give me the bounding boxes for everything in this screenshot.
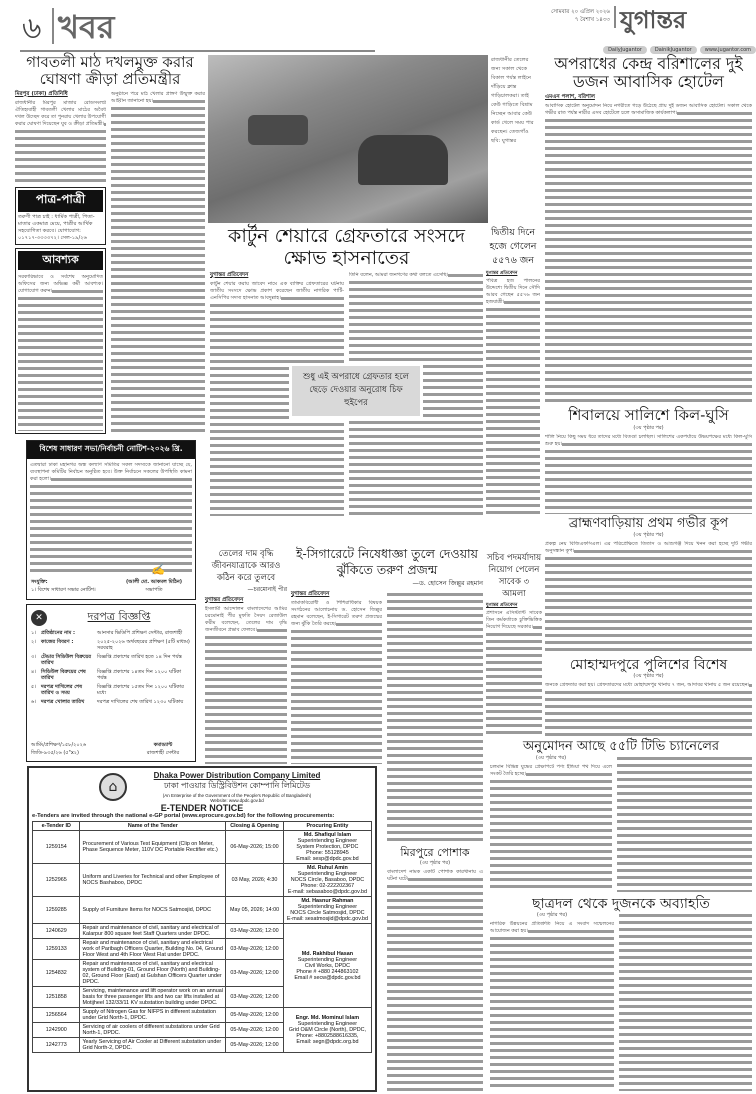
tender-item-number: ৫। — [31, 683, 37, 690]
matrimonial-title: পাত্র-পাত্রী — [18, 190, 103, 212]
tender-name: Yearly Servicing of Air Cooler at Different substation under Grid North-2, DPDC. — [80, 1038, 226, 1053]
agm-footer — [27, 563, 195, 599]
cartoon-byline: যুগান্তর প্রতিবেদন — [210, 271, 249, 278]
entity-line: Superintending Engineer — [297, 904, 358, 910]
barishal-byline: এমএন পলাশ, বরিশাল — [545, 93, 595, 100]
tender-closing: 05-May-2026; 12:00 — [226, 1038, 284, 1053]
gabtoli-body-col2: অনুষ্ঠানে পরে মাঠ খেলার প্রাঙ্গণ উন্মুক্ত করার আহ্বান জানানো হয়। — [111, 91, 205, 435]
entity-line: Engr. Md. Mominul Islam — [295, 1015, 360, 1021]
procuring-entity — [283, 864, 371, 897]
tender-item — [31, 684, 191, 697]
hajj-byline: যুগান্তর প্রতিবেদন — [486, 271, 518, 276]
procuring-entity — [283, 1008, 371, 1053]
agm-signatory: (আলী মো. আকমল মিঠিন) — [125, 579, 183, 585]
chhatradal-continued: (৩য় পৃষ্ঠার পর) — [536, 912, 568, 919]
entity-line: Superintending Engineer — [297, 956, 358, 963]
tender-id: 1240629 — [33, 924, 80, 939]
dpdc-subtitle: (An Enterprise of the Government of the People's Republic of Bangladesh) — [162, 793, 312, 798]
col-tender-name: Name of the Tender — [80, 822, 226, 831]
oil-article — [205, 548, 287, 764]
entity-line: Md. Rakhibul Hasan — [301, 950, 354, 957]
entity-line: Md. Ruhul Amin — [307, 865, 348, 871]
tender-item-number: ২। — [31, 638, 37, 645]
entity-line: Superintending Engineer — [297, 838, 358, 844]
header-rule — [20, 50, 375, 52]
right-column — [545, 55, 752, 738]
tender-item — [31, 669, 191, 682]
entity-line: Email # secw@dpdc.gov.bd — [294, 974, 361, 981]
photo-people — [358, 135, 448, 185]
gabtoli-byline: মিরপুর (ঢাকা) প্রতিনিধি — [15, 90, 68, 97]
chhatradal-body-col2 — [619, 912, 752, 1091]
tender-signer: কমান্ড্যান্ট — [153, 742, 173, 748]
tender-name: Uniform and Liveries for Technical and other Employee of NOCS Bashaboo, DPDC — [80, 864, 226, 897]
tender-item — [31, 699, 191, 706]
agm-title: বিশেষ সাধারণ সভা/নির্বাচনী নোটিশ-২০২৬ খ্রি. — [27, 441, 195, 459]
tv-headline: অনুমোদন আছে ৫৫টি টিভি চ্যানেলের — [522, 739, 720, 754]
tender-item-number: ১। — [31, 630, 37, 636]
col-tender-id: e-Tender ID — [33, 822, 80, 831]
tender-item-value: বিজ্ঞপ্তি প্রকাশের ১৪তম দিন ১২০০ ঘটিকা পর্যন্ত — [97, 668, 182, 681]
photo-car — [248, 115, 308, 145]
entity-line: Email: sesp@dpdc.gov.bd — [296, 856, 359, 862]
barishal-body: আবাসিক হোটেল অনুমোদন নিয়ে নগরীতে গড়ে উঠেছে প্রায় দুই ডজন আবাসিক হোটেল। সকাল থেকে গভীর রাত পর্যন্ত নারীর এসব হোটেলে চলে অসামাজিক কার্যকলাপ। — [545, 103, 752, 405]
ecig-attribution: —ড. হোসেন জিল্লুর রহমান — [412, 579, 483, 587]
tender-item-value: দরপত্র দাখিলের শেষ তারিখ ১২৩০ ঘটিকায় — [97, 698, 184, 705]
newspaper-logo: যুগান্তর — [620, 5, 687, 34]
ecig-byline: যুগান্তর প্রতিবেদন — [291, 591, 330, 597]
gabtoli-headline: গাবতলী মাঠ দখলমুক্ত করার ঘোষণা ক্রীড়া প্রতিমন্ত্রীর — [26, 53, 194, 89]
tender-notice — [26, 604, 196, 762]
dpdc-name-en: Dhaka Power Distribution Company Limited — [153, 771, 321, 780]
logo-divider — [614, 6, 616, 28]
entity-line: NOCS Circle Satmosjid, DPDC — [290, 910, 365, 916]
tender-closing: 03 May, 2026; 4:30 — [226, 864, 284, 897]
mirpur-body: বাংলাদেশ নামক একটি পোশাক কারখানায় এ ঘটনা ঘটে। — [387, 869, 483, 1091]
tender-item — [31, 639, 191, 652]
page-number: ৬ — [22, 11, 42, 46]
dpdc-tender-table — [32, 821, 372, 1053]
pull-quote: শুধু এই অপরাধে গ্রেফতার হলে ছেড়ে দেওয়ার অনুরোধ চিফ হুইপের — [292, 366, 420, 416]
section-title: খবর — [58, 8, 115, 46]
tender-item-number: ৩। — [31, 653, 37, 660]
shibaloy-body: শালি নিয়ে কিছু সময় ধরে তাদের মধ্যে বিতণ্ডা চলছিল। সালিশের একপর্যায়ে উভয়পক্ষের মধ্যে কিল-ঘুসি শুরু হয়। — [545, 434, 752, 514]
procuring-entity — [283, 831, 371, 864]
entity-line: Superintending Engineer — [297, 1021, 358, 1027]
tender-row — [33, 924, 372, 939]
secretary-byline: যুগান্তর প্রতিবেদন — [486, 603, 518, 608]
tender-closing: 05-May-2026; 12:00 — [226, 1023, 284, 1038]
ecig-body-col2 — [387, 591, 483, 764]
tv-body: চলমান বিভিন্ন যুদ্ধের প্রেক্ষাপটে পণ্য ইন্ডিয়া পথ দিয়ে এলে সংকট তৈরি হচ্ছে। — [490, 764, 612, 892]
tender-row — [33, 831, 372, 864]
procuring-entity — [283, 897, 371, 924]
secretary-body: প্রশাসনে এসিস্ট্যান্ট সাবেক তিন কর্মকর্তাকে চুক্তিভিত্তিক নিয়োগ দিয়েছে সরকার। — [486, 610, 542, 736]
hajj-headline: দ্বিতীয় দিনে হজে গেলেন ৫৫৭৬ জন — [489, 227, 537, 266]
shibaloy-headline: শিবালয়ে সালিশে কিল-ঘুসি — [568, 406, 729, 425]
dpdc-tender-notice — [27, 766, 377, 1092]
entity-line: System Protection, DPDC — [296, 844, 359, 850]
tender-name: Repair and maintenance of civil, sanitary and electrical work of Paribagh Officers Quarter, Building No. 04, Ground Floor West and 4th Floor West Flat under DPDC. — [80, 939, 226, 960]
barishal-headline: অপরাধের কেন্দ্র বরিশালের দুই ডজন আবাসিক হোটেল — [554, 54, 743, 92]
tender-name: Supply of Nitrogen Gas for NIFPS in different substation under Grid North-1, DPDC. — [80, 1008, 226, 1023]
tender-header — [31, 608, 191, 627]
tender-closing: 06-May-2026; 15:00 — [226, 831, 284, 864]
tender-id: 1242773 — [33, 1038, 80, 1053]
entity-line: Phone: +8802588616335, — [296, 1033, 359, 1039]
entity-line: E-mail: sesatmosjid@dpdc.gov.bd — [286, 916, 369, 922]
tender-id: 1259285 — [33, 897, 80, 924]
tender-item-label: দরপত্র খোলার তারিখ — [41, 698, 85, 705]
hajj-body: পবিত্র হজ পালনের উদ্দেশ্যে দ্বিতীয় দিনে সৌদি আরব গেছেন ৫৫৭৬ জন হজযাত্রী। — [486, 278, 540, 516]
tender-item-value: আনসার ভিডিপি প্রশিক্ষণ সেন্টার, রাজশাহী — [97, 630, 183, 636]
agm-notice — [26, 440, 196, 600]
tender-id: 1259154 — [33, 831, 80, 864]
hajj-article — [486, 226, 540, 516]
tender-row — [33, 1008, 372, 1023]
entity-line: NOCS Circle, Basaboo, DPDC — [290, 877, 365, 883]
matrimonial-body: তরুণী পাত্র চাই : ধার্মিক পাত্রী, পিতা-মাতার একমাত্র মেয়ে, পাত্রীর আর্থিক সহযোগিতা করবে। যোগাযোগ: ০১৭১৭-৩৩৩৩৭২। সেল-১৯/২৬ — [18, 213, 95, 241]
date-block — [510, 8, 610, 24]
wanted-ad — [15, 248, 106, 435]
ecig-article — [291, 546, 483, 764]
dpdc-notice-title: E-TENDER NOTICE — [160, 803, 244, 813]
ecig-body: তামাকবিরোধী ও শিশিরাধিকার বিষয়ক সংগঠনের আলোচনায় ড. হোসেন জিল্লুর রহমান বলেছেন, ই-সিগারেট তরুণ প্রজন্মের জন্য ঝুঁকি তৈরি করছে। — [291, 600, 382, 764]
signature: ✍ — [151, 563, 165, 576]
chhatradal-body: নাগরিক উন্নয়নের প্রতিশ্রুতি নিয়ে এ সংবাদ সম্মেলনের আয়োজন করা হয়। — [490, 921, 614, 1091]
ecig-headline: ই-সিগারেটে নিষেধাজ্ঞা তুলে দেওয়ায় ঝুঁকিতে তরুণ প্রজন্ম — [295, 546, 479, 577]
news-photo — [208, 55, 488, 223]
wanted-title: আবশ্যক — [18, 251, 103, 270]
army-emblem-icon: ✕ — [31, 610, 47, 626]
tender-item-value: ২০২৫-২০২৬ অর্থবছরের প্রশিক্ষণ (৫টি মাধ্যম) সরবরাহ — [97, 638, 190, 651]
tender-id: 1251858 — [33, 987, 80, 1008]
tender-item-label: প্রতিষ্ঠানের নাম : — [41, 630, 76, 636]
tender-closing: 05-May-2026; 12:00 — [226, 1008, 284, 1023]
shibaloy-continued: (৩য় পৃষ্ঠার পর) — [633, 424, 664, 431]
tender-id: 1259133 — [33, 939, 80, 960]
chhatradal-headline: ছাত্রদল থেকে দুজনকে অব্যাহতি — [532, 896, 710, 912]
agm-attach-item: ১। বিশেষ সাধারণ সভার নোটিশ। — [31, 587, 96, 593]
tender-item-label: কাজের বিবরণ : — [41, 638, 74, 645]
col-closing: Closing & Opening — [226, 822, 284, 831]
tender-id: 1254832 — [33, 960, 80, 987]
website-link[interactable]: www.jugantor.com — [700, 46, 756, 54]
tender-id: 1252965 — [33, 864, 80, 897]
tender-item-number: ৪। — [31, 668, 37, 675]
dpdc-website: Website: www.dpdc.gov.bd — [210, 798, 264, 803]
tender-name: Servicing of air coolers of different substations under Grid North-1, DPDC. — [80, 1023, 226, 1038]
twitter-link[interactable]: DainikJugantor — [650, 46, 697, 54]
entity-line: Email: segn@dpdc.org.bd — [296, 1039, 359, 1045]
tv-continued: (৩য় পৃষ্ঠার পর) — [535, 754, 567, 761]
masthead-divider — [52, 8, 54, 44]
cartoon-body: কার্টুন শেয়ার করায় জাবেদ নামে এক ব্যক্তির গ্রেফতারের ঘটনায় জাতীয় সংসদে ক্ষোভ প্রকাশ করেছেন জাতীয় নাগরিক পার্টি-এনসিপির সদস্য হাসনাত আবদুল্লাহ। — [210, 281, 344, 516]
tender-item — [31, 630, 191, 637]
entity-line: Phone # +880 244863102 — [296, 968, 359, 975]
tender-row — [33, 864, 372, 897]
tender-item-label: টেন্ডার সিডিউল বিক্রয়ের তারিখ — [41, 653, 91, 666]
procuring-entity — [283, 924, 371, 1008]
tender-closing: May 05, 2026; 14:00 — [226, 897, 284, 924]
tender-closing: 03-May-2026; 12:00 — [226, 924, 284, 939]
entity-line: Phone: 02-222202367 — [300, 883, 355, 889]
mirpur-continued: (৩য় পৃষ্ঠার পর) — [419, 859, 451, 866]
mohammadpur-continued: (৩য় পৃষ্ঠার পর) — [633, 672, 664, 679]
wanted-body: সরকারিভাবে ও সর্বশেষ অনুমোদিত অফিসের জন্য অভিজ্ঞ কর্মী আবশ্যক। যোগাযোগ করুন। — [18, 274, 103, 432]
gabtoli-body: রাজধানীর মিরপুর মাজার রোডসংলগ্ন ঐতিহ্যবাহী গাবতলী খেলার মাঠের অবৈধ দখল উচ্ছেদ করে তা পুনরায় খেলার উপযোগী করার ঘোষণা দিয়েছেন যুব ও ক্রীড়া প্রতিমন্ত্রী। — [15, 100, 106, 184]
photo-caption: রাজধানীর তেলের জন্য সকাল থেকে বিকাল পর্যন্ত লাইনে দাঁড়িয়ে ক্লান্ত গাড়িচালকরা। তাই কেউ গাড়িতে বিশ্রাম নিচ্ছেন আবার কেউ কার্ড খেলে সময় পার করছেন। তেজগাঁও ছবি: যুগান্তর — [491, 57, 534, 144]
tender-signer-org: রাজশাহী সেন্টার — [146, 750, 180, 756]
facebook-link[interactable]: DailyJugantor — [603, 46, 647, 54]
mohammadpur-body: জনকে গ্রেফতার করা হয়। গ্রেফতারদের মধ্যে মোহাম্মদপুর থানায় ৭ জন, আদাবর থানায় ৫ জন রয়েছেন। — [545, 682, 752, 738]
tender-name: Repair and maintenance of civil, sanitary and electrical of Kalarpur 800 square feet Staff Quarters under DPDC. — [80, 924, 226, 939]
ecig-body-col3 — [387, 766, 483, 844]
dpdc-logo-icon: ⌂ — [99, 773, 127, 801]
tender-id: 1256564 — [33, 1008, 80, 1023]
tender-item-value: বিজ্ঞপ্তি প্রকাশের তারিখ হতে ১৪ দিন পর্যন্ত — [97, 653, 182, 660]
tender-id: 1242900 — [33, 1023, 80, 1038]
secretary-article — [486, 552, 542, 736]
tender-item-value: বিজ্ঞপ্তি প্রকাশের ১৫তম দিন ১২০০ ঘটিকার মধ্যে — [97, 683, 184, 696]
tender-closing: 03-May-2026; 12:00 — [226, 960, 284, 987]
agm-signatory-role: সভাপতি — [145, 587, 163, 593]
tender-row — [33, 897, 372, 924]
secretary-headline: সচিব পদমর্যাদায় নিয়োগ পেলেন সাবেক ৩ আমলা — [486, 553, 542, 599]
oil-attribution: —চরমোনাই পীর — [247, 586, 287, 593]
agm-attach-label: সংযুক্তি: — [31, 579, 48, 585]
tender-item-label: সিডিউল বিক্রয়ের শেষ তারিখ — [41, 668, 86, 681]
tender-item — [31, 654, 191, 667]
mirpur-article — [387, 766, 483, 1091]
social-links — [530, 36, 756, 55]
date-gregorian: সোমবার ২০ এপ্রিল ২০২৬ — [551, 9, 610, 15]
tender-item-number: ৬। — [31, 698, 37, 705]
tender-closing: 03-May-2026; 12:00 — [226, 939, 284, 960]
date-bengali: ৭ বৈশাখ ১৪৩৩ — [574, 17, 610, 23]
brahmanbaria-body: প্রকল্প নেয় বিজিএফসিএল। এর পরিপ্রেক্ষিতে তিতাস ও আশুগঞ্জ দিয়ে খনন করা হচ্ছে দুটি গভীর অনুসন্ধান কূপ। — [545, 541, 752, 654]
entity-line: E-mail: sebasaboo@dpdc.gov.bd — [287, 889, 367, 895]
tender-ref: আর্মিং/প্রশিক্ষণ/১৫৮/২০২৬ — [31, 742, 87, 748]
entity-line: Phone: 55128945 — [306, 850, 349, 856]
mohammadpur-headline: মোহাম্মদপুরে পুলিশের বিশেষ — [569, 656, 728, 673]
oil-byline: যুগান্তর প্রতিবেদন — [205, 597, 244, 603]
cartoon-body-col2: তিনি বলেন, আমরা জনগণের কথা বলতে এসেছি। — [349, 272, 483, 516]
brahmanbaria-continued: (৩য় পৃষ্ঠার পর) — [633, 532, 664, 538]
brahmanbaria-headline: ব্রাহ্মণবাড়িয়ায় প্রথম গভীর কূপ — [568, 516, 729, 532]
tender-closing: 03-May-2026; 12:00 — [226, 987, 284, 1008]
entity-line: Grid O&M Circle (North), DPDC, — [288, 1027, 367, 1033]
tender-ref2: জিডি-৯৩৫/২৬ (৫"x২) — [31, 750, 79, 756]
tender-name: Repair and maintenance of civil, sanitary and electrical system of Building-01, Ground Floor (North) and Building-02, Ground Floor (East) at Gulshan Officers Quarter under DPDC. — [80, 960, 226, 987]
tender-title: দরপত্র বিজ্ঞপ্তি — [87, 610, 151, 623]
entity-line: Superintending Engineer — [297, 871, 358, 877]
col-entity: Procuring Entity — [283, 822, 371, 831]
oil-body: ইসলামী আন্দোলন বাংলাদেশের আমির চরমোনাই পীর মুফতি সৈয়দ রেজাউল করীম বলেছেন, তেলের দাম বৃদ্ধি জনজীবনে প্রভাব ফেলবে। — [205, 606, 287, 764]
chhatradal-article — [490, 896, 752, 1091]
tender-name: Supply of Furniture Items for NOCS Satmosjid, DPDC — [80, 897, 226, 924]
tender-footer — [31, 742, 191, 758]
tender-item-label: দরপত্র দাখিলের শেষ তারিখ ও সময় — [41, 683, 82, 696]
dpdc-name-bn: ঢাকা পাওয়ার ডিস্ট্রিবিউশন কোম্পানি লিমিটেড — [164, 781, 310, 790]
tender-items — [31, 630, 191, 707]
tender-name: Procurement of Various Test Equipment (Clip on Meter, Phase Sequence Meter, 110V DC Portable Rectifier etc.) — [80, 831, 226, 864]
cartoon-headline: কার্টুন শেয়ারে গ্রেফতারে সংসদে ক্ষোভ হাসনাতের — [228, 225, 465, 269]
entity-line: Md. Hasnur Rahman — [301, 898, 354, 904]
matrimonial-ad — [15, 187, 106, 245]
oil-headline: তেলের দাম বৃদ্ধি জীবনযাত্রাকে আরও কঠিন করে তুলবে — [211, 549, 281, 583]
entity-line: Md. Shafiqul Islam — [303, 832, 352, 838]
tender-name: Servicing, maintenance and lift operator work on an annual basis for three passenger lifts and two car lifts installed at Motijheel 132/33/11 KV substation building under DPDC. — [80, 987, 226, 1008]
dpdc-intro: e-Tenders are invited through the national e-GP portal (www.eprocure.gov.bd) for the following procurements: — [32, 813, 335, 819]
tv-article — [490, 740, 752, 892]
entity-line: Civil Works, DPDC — [304, 962, 350, 969]
tv-body-col2 — [617, 755, 752, 892]
agm-body: এতদ্বারা ঢাকা মহানগর অন্ধ কল্যাণ সমিতির সকল সদস্যকে জানানো যাচ্ছে যে, ব্যবস্থাপনা কমিটির নির্বাচন অনুষ্ঠিত হবে। উক্ত নির্বাচনে সকলের উপস্থিতি কামনা করা হলো। — [30, 462, 192, 576]
mirpur-headline: মিরপুরে পোশাক — [400, 846, 470, 859]
gabtoli-article — [15, 54, 205, 434]
